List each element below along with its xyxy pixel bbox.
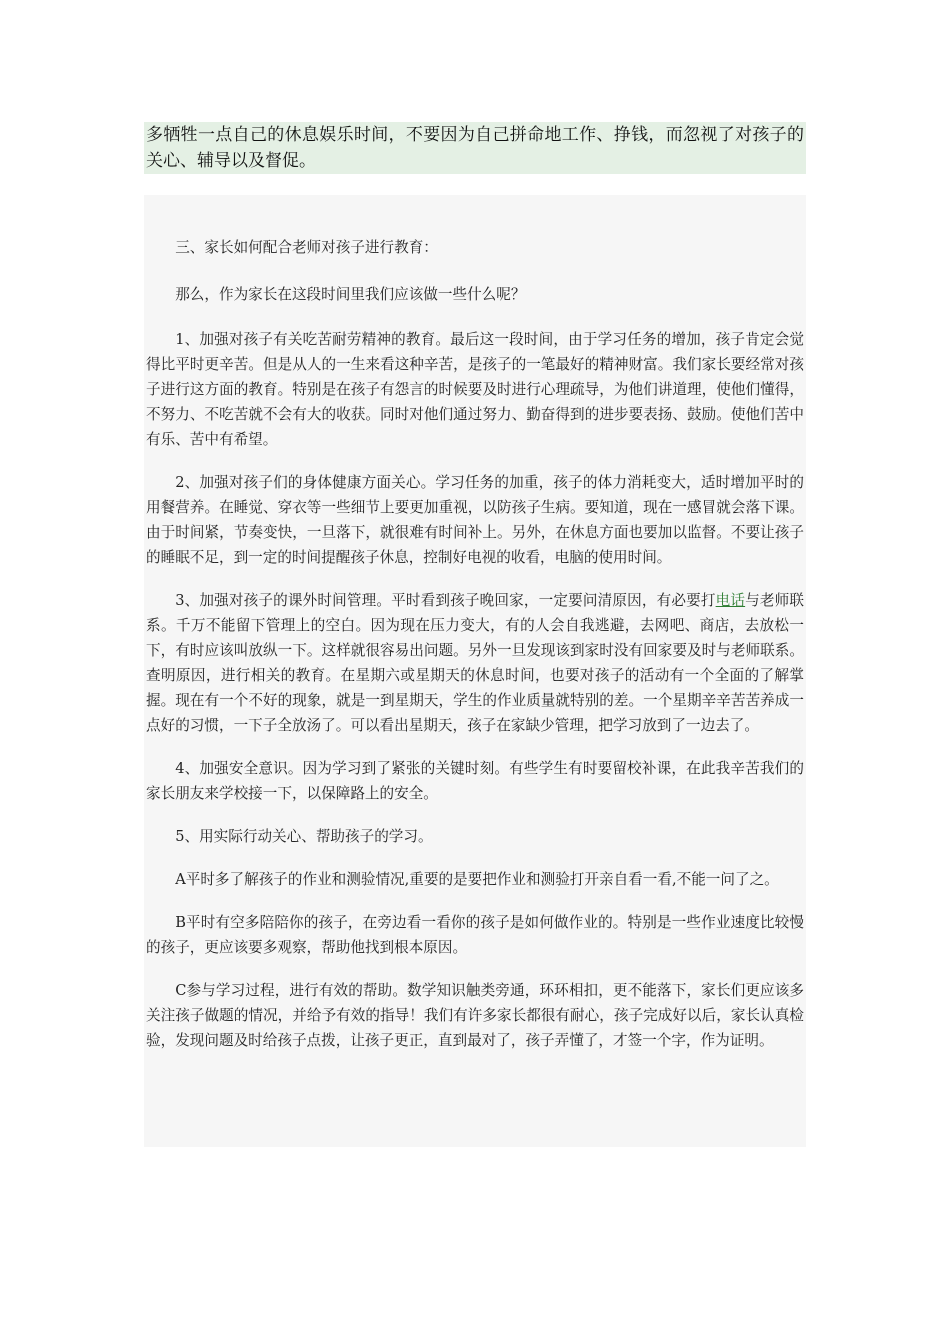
article-body [144,195,806,1147]
paragraph-a: A平时多了解孩子的作业和测验情况,重要的是要把作业和测验打开亲自看一看,不能一问了之。 [175,871,779,888]
intro-text: 多牺牲一点自己的休息娱乐时间，不要因为自己拼命地工作、挣钱，而忽视了对孩子的关心、辅导以及督促。 [146,125,804,171]
phone-link[interactable]: 电话 [715,592,746,609]
paragraph-2: 2、加强对孩子们的身体健康方面关心。学习任务的加重，孩子的体力消耗变大，适时增加平时的用餐营养。在睡觉、穿衣等一些细节上要更加重视，以防孩子生病。要知道，现在一感冒就会落下课。由于时间紧，节奏变快，一旦落下，就很难有时间补上。另外，在休息方面也要加以监督。不要让孩子的睡眠不足，到一定的时间提醒孩子休息，控制好电视的收看，电脑的使用时间。 [146,474,804,566]
paragraph-c: C参与学习过程，进行有效的帮助。数学知识触类旁通，环环相扣，更不能落下，家长们更应该多关注孩子做题的情况，并给予有效的指导！我们有许多家长都很有耐心，孩子完成好以后，家长认真检验，发现问题及时给孩子点拨，让孩子更正，直到最对了，孩子弄懂了，才签一个字，作为证明。 [146,982,804,1049]
paragraph-3-end: 与老师联系。千万不能留下管理上的空白。因为现在压力变大，有的人会自我逃避，去网吧、商店，去放松一下，有时应该叫放纵一下。这样就很容易出问题。另外一旦发现该到家时没有回家要及时与老师联系。查明原因，进行相关的教育。在星期六或星期天的休息时间，也要对孩子的活动有一个全面的了解掌握。现在有一个不好的现象，就是一到星期天，学生的作业质量就特别的差。一个星期辛辛苦苦养成一点好的习惯，一下子全放汤了。可以看出星期天，孩子在家缺少管理，把学习放到了一边去了。 [146,592,804,734]
paragraph-5: 5、用实际行动关心、帮助孩子的学习。 [175,828,433,845]
section-heading: 三、家长如何配合老师对孩子进行教育： [175,239,438,256]
paragraph-3-start: 3、加强对孩子的课外时间管理。平时看到孩子晚回家，一定要问清原因，有必要打 [175,592,716,609]
intro-question: 那么，作为家长在这段时间里我们应该做一些什么呢？ [175,286,526,303]
paragraph-3 [146,588,804,738]
paragraph-4: 4、加强安全意识。因为学习到了紧张的关键时刻。有些学生有时要留校补课，在此我辛苦我们的家长朋友来学校接一下，以保障路上的安全。 [146,760,804,802]
paragraph-1: 1、加强对孩子有关吃苦耐劳精神的教育。最后这一段时间，由于学习任务的增加，孩子肯定会觉得比平时更辛苦。但是从人的一生来看这种辛苦，是孩子的一笔最好的精神财富。我们家长要经常对孩子进行这方面的教育。特别是在孩子有怨言的时候要及时进行心理疏导，为他们讲道理，使他们懂得，不努力、不吃苦就不会有大的收获。同时对他们通过努力、勤奋得到的进步要表扬、鼓励。使他们苦中有乐、苦中有希望。 [146,331,804,448]
paragraph-b: B平时有空多陪陪你的孩子，在旁边看一看你的孩子是如何做作业的。特别是一些作业速度比较慢的孩子，更应该要多观察，帮助他找到根本原因。 [146,914,804,956]
intro-highlight-box [144,122,806,174]
